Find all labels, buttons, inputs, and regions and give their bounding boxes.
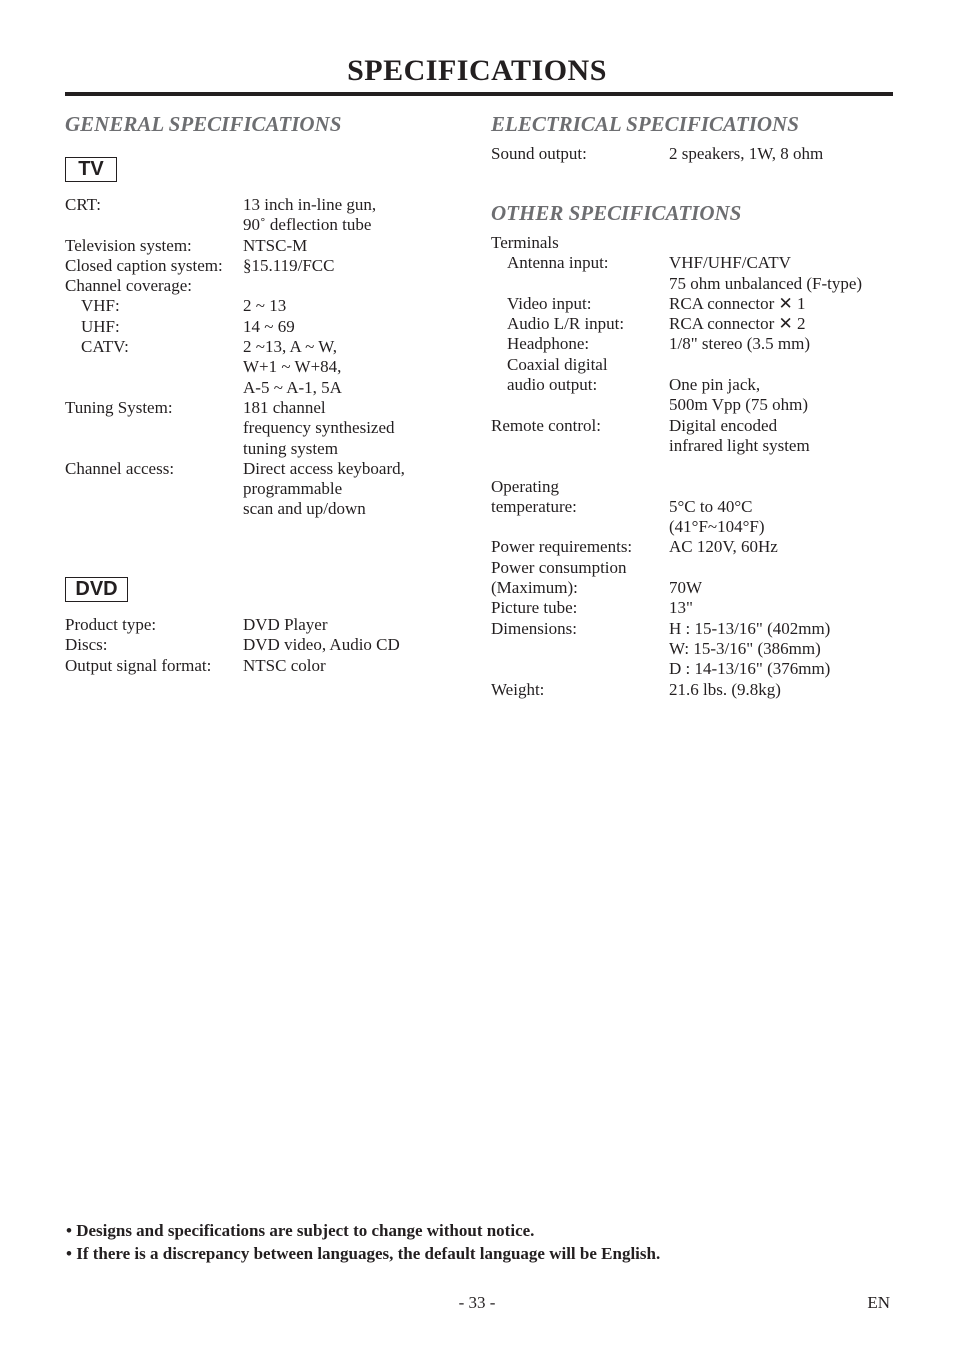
spec-row [65,215,405,235]
spec-row [491,598,862,618]
spec-label: Remote control: [491,415,602,435]
spec-label: Power consumption [491,557,627,577]
spec-value: §15.119/FCC [243,255,335,275]
spec-label [491,274,669,294]
spec-value: 5°C to 40°C [669,496,753,516]
spec-label: Tuning System: [65,397,173,417]
spec-value: RCA connector ✕ 2 [669,314,806,334]
other-specifications-heading: OTHER SPECIFICATIONS [491,201,742,225]
spec-row [65,656,400,676]
spec-label: Video input: [507,293,592,313]
electrical-spec-list [491,144,823,164]
spec-row [65,398,405,418]
spec-value: (41°F~104°F) [669,517,765,537]
spec-label: Discs: [65,635,108,655]
spec-value: VHF/UHF/CATV [669,253,791,273]
spec-row [491,578,862,598]
spec-value: D : 14-13/16" (376mm) [669,659,831,679]
spec-value: RCA connector ✕ 1 [669,293,806,313]
spec-row [491,355,862,375]
spec-value: 90˚ deflection tube [243,215,372,235]
note-change-notice: • Designs and specifications are subject to change without notice. [66,1221,535,1240]
spec-value: Direct access keyboard, [243,458,405,478]
tv-spec-list [65,195,405,520]
spec-value: A-5 ~ A-1, 5A [243,377,342,397]
spec-row [491,619,862,639]
spec-value: scan and up/down [243,499,366,519]
spec-label [491,639,669,659]
spec-row [65,195,405,215]
spec-value: 2 ~13, A ~ W, [243,337,337,357]
spec-label: CRT: [65,195,101,214]
spec-label: Weight: [491,679,545,699]
spec-row [65,378,405,398]
title-rule [65,92,893,96]
spec-value: One pin jack, [669,375,761,395]
spec-value: DVD Player [243,615,328,634]
spec-value: H : 15-13/16" (402mm) [669,618,831,638]
spec-row [65,276,405,296]
spec-label [65,499,243,519]
spec-value: 500m Vpp (75 ohm) [669,395,808,415]
spec-label [65,215,243,235]
spec-label: Picture tube: [491,598,578,618]
spec-row [491,144,823,164]
notes [66,1219,660,1265]
spec-value: NTSC color [243,655,326,675]
spec-label: Television system: [65,235,192,255]
spec-label: Power requirements: [491,537,633,557]
spec-label: temperature: [491,496,577,516]
spec-label [491,456,669,476]
tv-badge: TV [65,157,117,182]
spec-value: 2 speakers, 1W, 8 ohm [669,144,824,163]
spec-label: Output signal format: [65,655,212,675]
spec-label [491,395,669,415]
spec-label: UHF: [81,316,120,336]
spec-label [491,659,669,679]
spec-label: Closed caption system: [65,255,223,275]
spec-value: 70W [669,578,703,598]
spec-row [65,439,405,459]
spec-label: CATV: [81,337,129,357]
spec-label: Antenna input: [507,253,609,273]
spec-value: 14 ~ 69 [243,316,295,336]
spec-label: Terminals [491,233,559,252]
spec-label [491,436,669,456]
spec-row [491,558,862,578]
language-code: EN [867,1293,890,1312]
spec-row [65,479,405,499]
general-specifications-heading: GENERAL SPECIFICATIONS [65,112,342,136]
spec-label [491,517,669,537]
spec-row [491,497,862,517]
spec-label [65,479,243,499]
spec-value: 181 channel [243,397,326,417]
spec-label: Headphone: [507,334,590,354]
spec-row [491,537,862,557]
spec-label: Sound output: [491,144,587,163]
electrical-specifications-heading: ELECTRICAL SPECIFICATIONS [491,112,799,136]
spec-value: W: 15-3/16" (386mm) [669,638,821,658]
spec-row [65,256,405,276]
spec-label [65,439,243,459]
page-title: SPECIFICATIONS [347,54,607,87]
spec-row [491,477,862,497]
spec-value: DVD video, Audio CD [243,635,400,655]
spec-value: infrared light system [669,435,810,455]
spec-row [65,635,400,655]
spec-value: 75 ohm unbalanced (F-type) [669,273,863,293]
spec-value: NTSC-M [243,235,308,255]
page-number: - 33 - [458,1293,496,1312]
spec-label [65,378,243,398]
spec-row [491,375,862,395]
spec-label: audio output: [507,375,598,395]
spec-row [491,517,862,537]
spec-row [65,418,405,438]
spec-row [491,274,862,294]
spec-value: Digital encoded [669,415,778,435]
spec-label: Product type: [65,615,157,634]
spec-row [491,456,862,476]
spec-value: programmable [243,479,343,499]
spec-row [491,233,862,253]
spec-label: Coaxial digital [507,354,608,374]
spec-label: Dimensions: [491,618,577,638]
spec-row [491,416,862,436]
spec-value: 2 ~ 13 [243,296,287,316]
spec-row [65,615,400,635]
spec-label [65,357,243,377]
spec-row [491,294,862,314]
spec-value: 13 inch in-line gun, [243,195,377,214]
spec-value: 13" [669,598,693,618]
spec-value: W+1 ~ W+84, [243,357,342,377]
spec-value: 21.6 lbs. (9.8kg) [669,679,781,699]
dvd-spec-list [65,615,400,676]
spec-row [491,395,862,415]
note-language-discrepancy: • If there is a discrepancy between languages, the default language will be English. [66,1244,661,1263]
spec-row [65,499,405,519]
spec-row [491,436,862,456]
spec-row [491,659,862,679]
spec-label: Audio L/R input: [507,314,625,334]
spec-label: (Maximum): [491,578,578,598]
spec-row [491,314,862,334]
spec-label: VHF: [81,296,120,316]
spec-row [65,357,405,377]
spec-row [491,639,862,659]
spec-value: AC 120V, 60Hz [669,537,778,557]
spec-row [491,334,862,354]
spec-value: tuning system [243,438,338,458]
spec-row [65,296,405,316]
spec-label [65,418,243,438]
spec-value: 1/8" stereo (3.5 mm) [669,334,811,354]
dvd-badge: DVD [65,577,128,602]
other-spec-list [491,233,862,700]
spec-row [65,236,405,256]
spec-label: Channel coverage: [65,276,192,296]
spec-value: frequency synthesized [243,418,395,438]
spec-row [65,317,405,337]
spec-row [65,337,405,357]
spec-row [65,459,405,479]
spec-label: Channel access: [65,458,175,478]
spec-label: Operating [491,476,559,496]
spec-row [491,680,862,700]
spec-row [491,253,862,273]
